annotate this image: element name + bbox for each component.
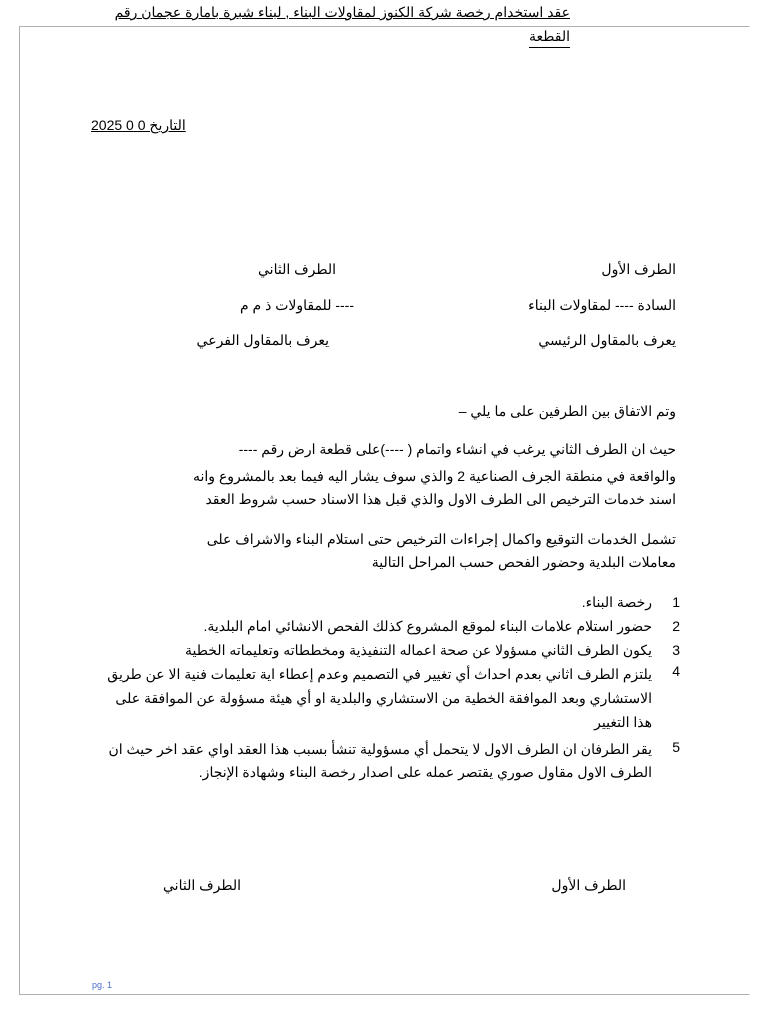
- list-item: [95, 662, 680, 734]
- list-item: [95, 738, 680, 784]
- list-item-text: حضور استلام علامات البناء لموقع المشروع كذلك الفحص الانشائي امام البلدية.: [203, 618, 652, 634]
- party-second-role: يعرف بالمقاول الفرعي: [196, 332, 329, 348]
- whereas-line-1: حيث ان الطرف الثاني يرغب في انشاء واتمام ( ----)على قطعة ارض رقم ----: [238, 441, 676, 457]
- document-date: التاريخ 0 0 2025: [91, 117, 186, 133]
- party-second-name: ---- للمقاولات ذ م م: [239, 297, 354, 313]
- whereas-line-3: اسند خدمات الترخيص الى الطرف الاول والذي قبل هذا الاسناد حسب شروط العقد: [205, 491, 676, 507]
- party-second-label: الطرف الثاني: [258, 261, 336, 277]
- title-line-2: القطعة: [529, 25, 570, 48]
- list-item-number: 2: [672, 618, 680, 634]
- list-item-text: يلتزم الطرف اثاني بعدم احداث أي تغيير في التصميم وعدم إعطاء اية تعليمات فنية الا عن طريق الاستشاري وبعد الموافقة الخطية من الاستشاري والبلدية او أي هيئة مسؤولة عن الموافقة على هذا التغيير: [107, 666, 652, 730]
- signature-second-party: الطرف الثاني: [163, 877, 241, 893]
- signature-first-party: الطرف الأول: [551, 877, 626, 893]
- list-item-text: يقر الطرفان ان الطرف الاول لا يتحمل أي مسؤولية تنشأ بسبب هذا العقد اواي عقد اخر حيث ان الطرف الاول مقاول صوري يقتصر عمله على اصدار رخصة البناء وشهادة الإنجاز.: [108, 741, 652, 780]
- party-first-label: الطرف الأول: [601, 261, 676, 277]
- list-item-text: رخصة البناء.: [581, 594, 652, 610]
- list-item-number: 4: [672, 663, 680, 679]
- list-item-text: يكون الطرف الثاني مسؤولا عن صحة اعماله التنفيذية ومخططاته وتعليماته الخطية: [185, 642, 652, 658]
- services-line-1: تشمل الخدمات التوقيع واكمال إجراءات الترخيص حتى استلام البناء والاشراف على: [206, 531, 676, 547]
- list-item-number: 3: [672, 642, 680, 658]
- agreement-intro: وتم الاتفاق بين الطرفين على ما يلي –: [458, 403, 676, 419]
- list-item-number: 1: [672, 594, 680, 610]
- conditions-list: [95, 593, 680, 784]
- party-first-name: السادة ---- لمقاولات البناء: [528, 297, 676, 313]
- title-line-1: عقد استخدام رخصة شركة الكنوز لمقاولات البناء , لبناء شبرة بامارة عجمان رقم: [114, 4, 570, 20]
- page-number: pg. 1: [92, 980, 113, 990]
- list-item: [95, 617, 680, 635]
- whereas-line-2: والواقعة في منطقة الجرف الصناعية 2 والذي سوف يشار اليه فيما بعد بالمشروع وانه: [193, 468, 676, 484]
- list-item-number: 5: [672, 739, 680, 755]
- document-page: [19, 26, 750, 995]
- list-item: [95, 641, 680, 659]
- party-first-role: يعرف بالمقاول الرئيسي: [538, 332, 676, 348]
- services-line-2: معاملات البلدية وحضور الفحص حسب المراحل التالية: [371, 554, 676, 570]
- list-item: [95, 593, 680, 611]
